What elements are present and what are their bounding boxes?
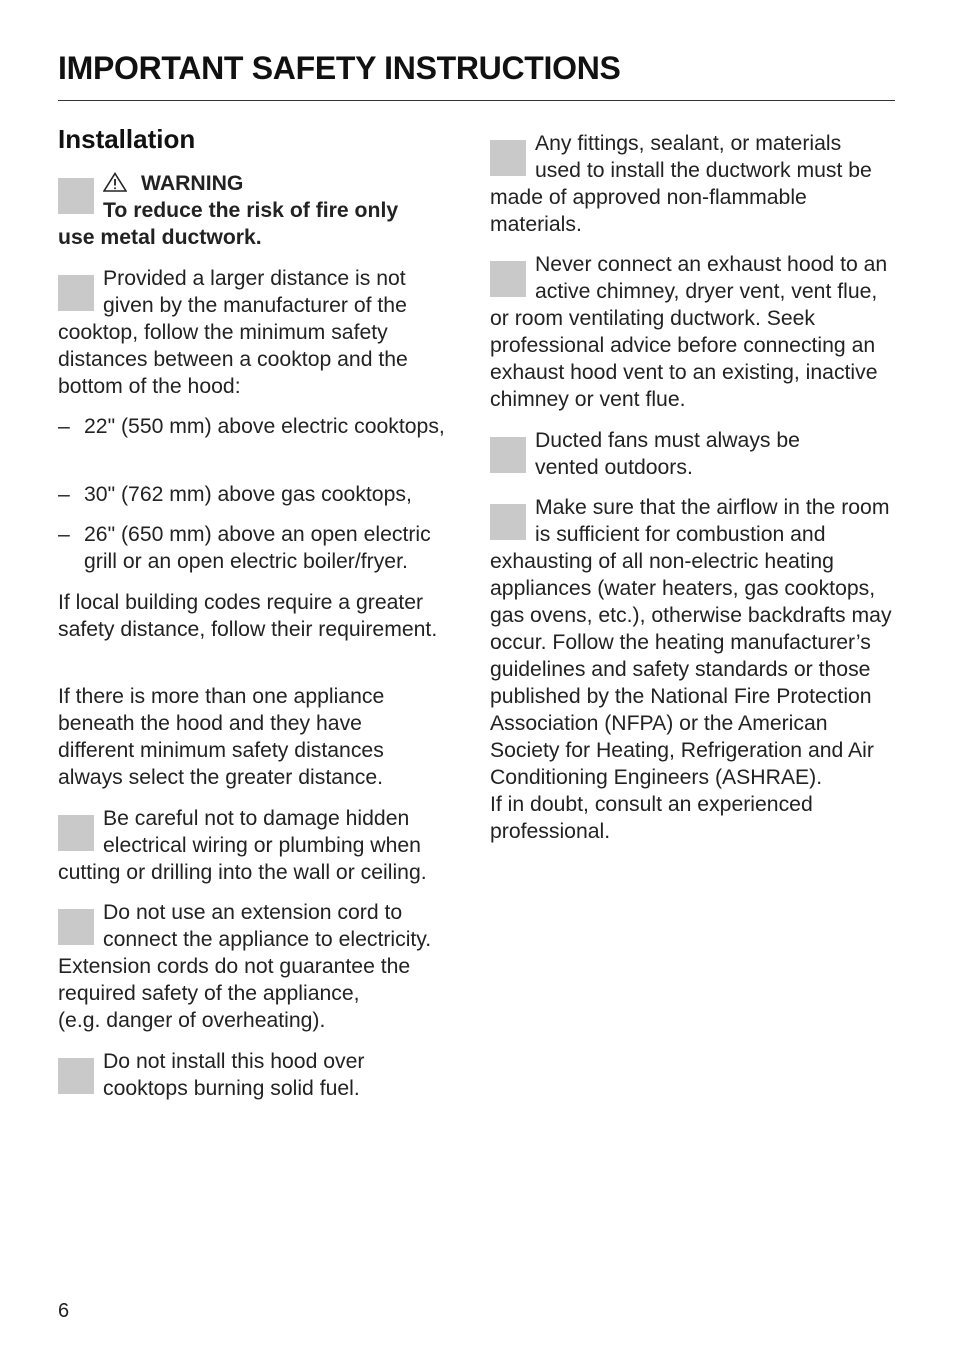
list-item-text: 22" (550 mm) above electric cooktops, xyxy=(84,415,445,438)
section-heading: Installation xyxy=(58,124,196,154)
chimney-text: Never connect an exhaust hood to an active chimney, dryer vent, vent flue, or room ventilating ductwork. Seek professional advice before connecting an exhaust hood vent to an existing, inactive chimney or vent flue. xyxy=(490,253,888,411)
bullet-square xyxy=(490,504,526,540)
page-number: 6 xyxy=(58,1300,70,1322)
chimney-paragraph xyxy=(490,251,895,413)
airflow-note: If in doubt, consult an experienced professional. xyxy=(490,793,813,843)
list-item xyxy=(58,521,468,575)
bullet-square xyxy=(490,140,526,176)
extension-cord-text: Do not use an extension cord to connect the appliance to electricity. Extension cords do not guarantee the required safety of the appliance, xyxy=(58,901,432,1005)
fittings-text: Any fittings, sealant, or materials used to install the ductwork must be made of approved non-flammable materials. xyxy=(490,132,872,236)
airflow-text: Make sure that the airflow in the room is sufficient for combustion and exhausting of all non-electric heating appliances (water heaters, gas cooktops, gas ovens, etc.), otherwise backdrafts may occur. Follow the heating manufacturer’s guidelines and safety standards or those published by the National Fire Protection Association (NFPA) or the American Society for Heating, Refrigeration and Air Conditioning Engineers (ASHRAE). xyxy=(490,496,892,789)
extension-cord-note: (e.g. danger of overheating). xyxy=(58,1009,326,1032)
bullet-square xyxy=(58,275,94,311)
building-codes-paragraph: If local building codes require a greater safety distance, follow their requirement. xyxy=(58,591,438,641)
hidden-wiring-text: Be careful not to damage hidden electrical wiring or plumbing when cutting or drilling into the wall or ceiling. xyxy=(58,807,427,884)
bullet-square xyxy=(58,1058,94,1094)
dash-marker: – xyxy=(58,415,70,438)
bullet-square xyxy=(490,437,526,473)
fittings-paragraph xyxy=(490,130,885,238)
bullet-square xyxy=(58,178,94,214)
multiple-appliance-paragraph: If there is more than one appliance beneath the hood and they have different minimum safety distances always select the greater distance. xyxy=(58,685,385,789)
warning-label: WARNING xyxy=(141,172,244,195)
extension-cord-paragraph xyxy=(58,899,468,1034)
list-item xyxy=(58,481,468,508)
warning-triangle-icon xyxy=(103,172,127,192)
list-item-text: 26" (650 mm) above an open electric grill or an open electric boiler/fryer. xyxy=(84,523,431,573)
warning-text-line1: To reduce the risk of fire only xyxy=(103,199,399,222)
solid-fuel-paragraph xyxy=(58,1048,408,1102)
ducted-fans-text: Ducted fans must always be vented outdoors. xyxy=(535,429,800,479)
warning-text-line2: use metal ductwork. xyxy=(58,226,262,249)
list-item-text: 30" (762 mm) above gas cooktops, xyxy=(84,483,412,506)
airflow-paragraph xyxy=(490,494,895,845)
dash-marker: – xyxy=(58,483,70,506)
solid-fuel-text: Do not install this hood over cooktops burning solid fuel. xyxy=(103,1050,365,1100)
bullet-square xyxy=(490,261,526,297)
page-title: IMPORTANT SAFETY INSTRUCTIONS xyxy=(58,50,621,86)
min-distance-text: Provided a larger distance is not given by the manufacturer of the cooktop, follow the minimum safety distances between a cooktop and the bottom of the hood: xyxy=(58,267,408,398)
title-divider xyxy=(58,100,895,101)
list-item xyxy=(58,413,468,440)
dash-marker: – xyxy=(58,523,70,546)
min-distance-paragraph xyxy=(58,265,458,400)
hidden-wiring-paragraph xyxy=(58,805,468,886)
bullet-square xyxy=(58,909,94,945)
bullet-square xyxy=(58,815,94,851)
ducted-fans-paragraph xyxy=(490,427,850,481)
warning-block xyxy=(58,170,458,251)
